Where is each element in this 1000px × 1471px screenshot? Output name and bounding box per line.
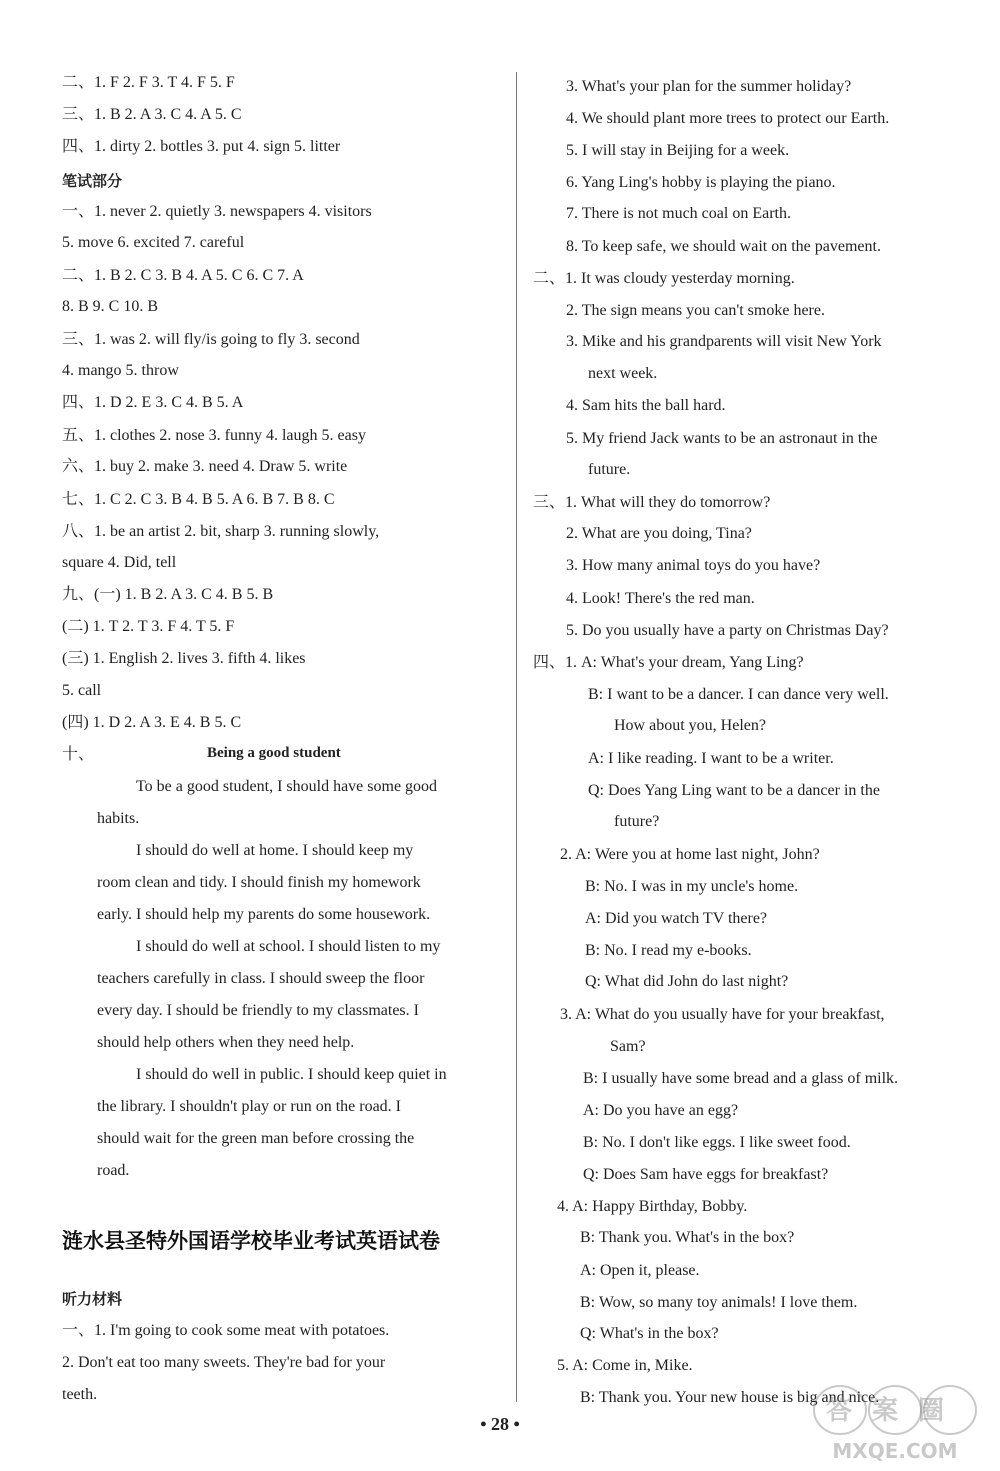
right-line: 4. Look! There's the red man. [566, 590, 755, 607]
left-line: 5. move 6. excited 7. careful [62, 234, 245, 251]
right-line: 2. The sign means you can't smoke here. [566, 302, 825, 319]
essay-line: should wait for the green man before crossing the [97, 1130, 415, 1147]
right-line: next week. [588, 365, 658, 382]
left-line: 五、1. clothes 2. nose 3. funny 4. laugh 5. easy [62, 427, 366, 444]
watermark-logo [800, 1380, 990, 1466]
essay-line: I should do well in public. I should keep quiet in [136, 1066, 447, 1083]
left-line: (四) 1. D 2. A 3. E 4. B 5. C [62, 714, 242, 731]
right-line: 3. Mike and his grandparents will visit New York [566, 333, 882, 350]
essay-line: I should do well at home. I should keep my [136, 842, 414, 859]
left-line: 8. B 9. C 10. B [62, 298, 159, 315]
essay-line: teachers carefully in class. I should sweep the floor [97, 970, 425, 987]
essay-line: room clean and tidy. I should finish my homework [97, 874, 421, 891]
right-line: 7. There is not much coal on Earth. [566, 205, 791, 222]
essay-line: every day. I should be friendly to my classmates. I [97, 1002, 419, 1019]
right-line: B: No. I don't like eggs. I like sweet food. [583, 1134, 851, 1151]
left-line: 八、1. be an artist 2. bit, sharp 3. running slowly, [62, 523, 380, 540]
essay-line: habits. [97, 810, 140, 827]
left-line: 一、1. never 2. quietly 3. newspapers 4. visitors [62, 203, 372, 220]
right-line: 4. We should plant more trees to protect our Earth. [566, 110, 890, 127]
right-line: 二、1. It was cloudy yesterday morning. [533, 270, 795, 287]
left-line: (二) 1. T 2. T 3. F 4. T 5. F [62, 618, 235, 635]
listening-material-label: 听力材料 [62, 1290, 123, 1308]
right-line: Q: Does Sam have eggs for breakfast? [583, 1166, 829, 1183]
left-line: square 4. Did, tell [62, 554, 177, 571]
left-line: 七、1. C 2. C 3. B 4. B 5. A 6. B 7. B 8. C [62, 491, 335, 508]
right-line: 2. A: Were you at home last night, John? [560, 846, 820, 863]
written-section-label: 笔试部分 [62, 172, 123, 190]
right-line: future. [588, 461, 631, 478]
right-line: Sam? [610, 1038, 646, 1055]
right-line: A: Do you have an egg? [583, 1102, 739, 1119]
right-line: B: Thank you. What's in the box? [580, 1229, 795, 1246]
right-line: future? [614, 813, 660, 830]
column-divider [516, 72, 517, 1402]
right-line: 三、1. What will they do tomorrow? [533, 494, 771, 511]
material-line: 2. Don't eat too many sweets. They're bad for your [62, 1354, 386, 1371]
right-line: A: Open it, please. [580, 1262, 700, 1279]
left-line: 四、1. D 2. E 3. C 4. B 5. A [62, 394, 244, 411]
right-line: 5. My friend Jack wants to be an astronaut in the [566, 430, 878, 447]
right-line: B: No. I read my e-books. [585, 942, 752, 959]
right-line: 5. A: Come in, Mike. [557, 1357, 693, 1374]
left-line: 5. call [62, 682, 102, 699]
right-line: B: Wow, so many toy animals! I love them. [580, 1294, 858, 1311]
right-line: 3. How many animal toys do you have? [566, 557, 821, 574]
right-line: 4. Sam hits the ball hard. [566, 397, 726, 414]
page-number: • 28 • [480, 1414, 520, 1434]
right-line: B: No. I was in my uncle's home. [585, 878, 799, 895]
right-line: 4. A: Happy Birthday, Bobby. [557, 1198, 748, 1215]
material-line: 一、1. I'm going to cook some meat with potatoes. [62, 1322, 390, 1339]
watermark-top-text: 答案圈 [825, 1396, 965, 1426]
left-line: 三、1. was 2. will fly/is going to fly 3. second [62, 331, 360, 348]
right-line: How about you, Helen? [614, 717, 766, 734]
left-line: 二、1. F 2. F 3. T 4. F 5. F [62, 74, 235, 91]
left-line: 四、1. dirty 2. bottles 3. put 4. sign 5. litter [62, 138, 341, 155]
material-line: teeth. [62, 1386, 98, 1403]
right-line: A: I like reading. I want to be a writer. [588, 750, 834, 767]
right-line: B: I usually have some bread and a glass of milk. [583, 1070, 899, 1087]
essay-line: To be a good student, I should have some good [136, 778, 438, 795]
essay-line: early. I should help my parents do some housework. [97, 906, 431, 923]
right-line: B: Thank you. Your new house is big and nice. [580, 1389, 880, 1406]
left-line: (三) 1. English 2. lives 3. fifth 4. likes [62, 650, 306, 667]
essay-title: Being a good student [207, 745, 341, 761]
left-line: 六、1. buy 2. make 3. need 4. Draw 5. write [62, 458, 348, 475]
right-line: B: I want to be a dancer. I can dance very well. [588, 686, 889, 703]
left-line: 4. mango 5. throw [62, 362, 179, 379]
essay-line: road. [97, 1162, 130, 1179]
right-line: Q: Does Yang Ling want to be a dancer in the [588, 782, 880, 799]
right-line: 6. Yang Ling's hobby is playing the piano. [566, 174, 836, 191]
right-line: 5. I will stay in Beijing for a week. [566, 142, 790, 159]
right-line: 3. A: What do you usually have for your breakfast, [560, 1006, 885, 1023]
right-line: Q: What's in the box? [580, 1325, 719, 1342]
watermark-bottom-text: MXQE.COM [832, 1439, 958, 1463]
right-line: 5. Do you usually have a party on Christmas Day? [566, 622, 889, 639]
right-line: 3. What's your plan for the summer holiday? [566, 78, 852, 95]
left-line: 二、1. B 2. C 3. B 4. A 5. C 6. C 7. A [62, 267, 304, 284]
essay-line: I should do well at school. I should listen to my [136, 938, 441, 955]
right-line: A: Did you watch TV there? [585, 910, 768, 927]
right-line: 四、1. A: What's your dream, Yang Ling? [533, 654, 804, 671]
right-line: 2. What are you doing, Tina? [566, 525, 752, 542]
right-line: 8. To keep safe, we should wait on the pavement. [566, 238, 881, 255]
essay-number: 十、 [62, 746, 95, 763]
left-line: 三、1. B 2. A 3. C 4. A 5. C [62, 106, 242, 123]
exam-title: 涟水县圣特外国语学校毕业考试英语试卷 [62, 1228, 440, 1253]
essay-line: the library. I shouldn't play or run on the road. I [97, 1098, 401, 1115]
right-line: Q: What did John do last night? [585, 973, 789, 990]
essay-line: should help others when they need help. [97, 1034, 355, 1051]
left-line: 九、(一) 1. B 2. A 3. C 4. B 5. B [62, 586, 274, 603]
